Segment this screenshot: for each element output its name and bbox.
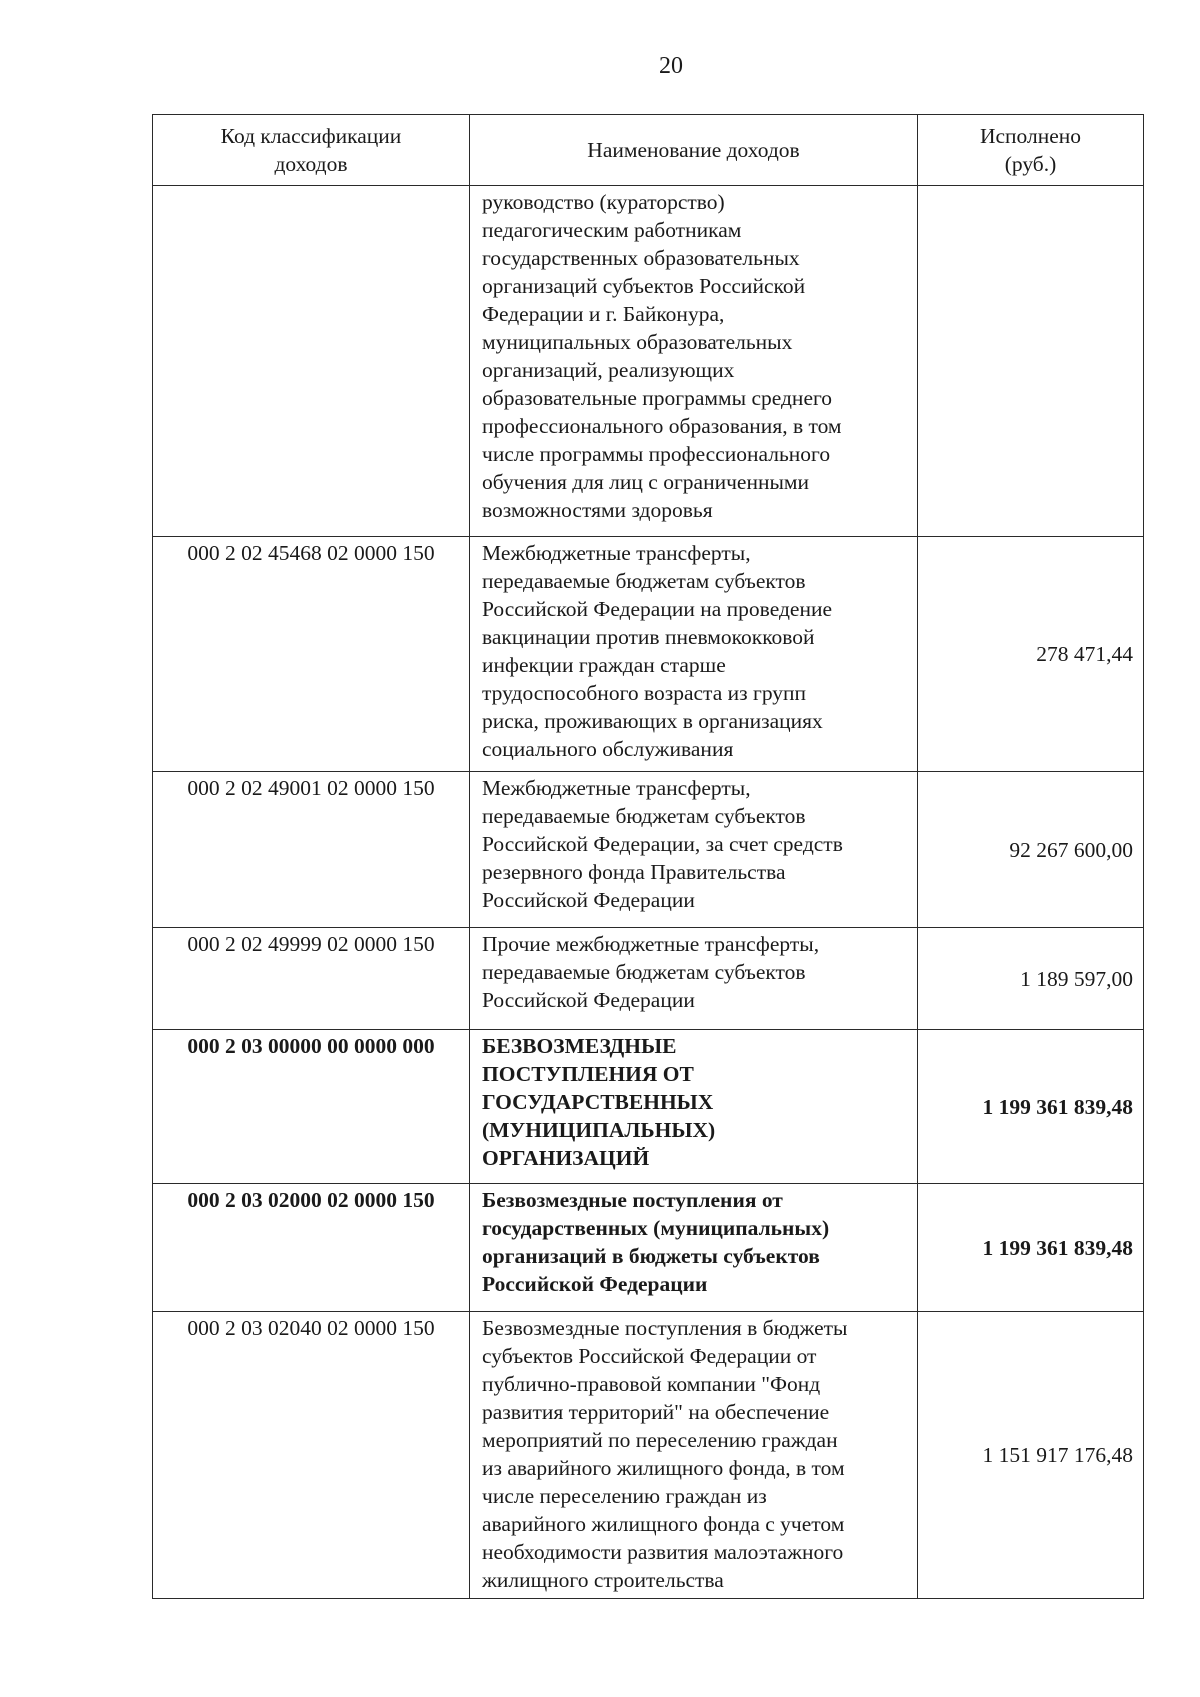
table-header-row — [153, 115, 1144, 186]
table-row — [153, 928, 1144, 1030]
header-amount: Исполнено (руб.) — [918, 115, 1144, 186]
table-row — [153, 186, 1144, 537]
header-code: Код классификации доходов — [153, 115, 470, 186]
row-amount: 278 471,44 — [918, 537, 1144, 772]
header-name: Наименование доходов — [470, 115, 918, 186]
row-name: руководство (кураторство) педагогическим работникам государственных образовательных организаций субъектов Российской Федерации и г. Байконура, муниципальных образовательных организаций, реализующих образовательные программы среднего профессионального образования, в том числе программы профессионального обучения для лиц с ограниченными возможностями здоровья — [470, 186, 918, 537]
table-row — [153, 772, 1144, 928]
row-name: Межбюджетные трансферты, передаваемые бюджетам субъектов Российской Федерации на проведение вакцинации против пневмококковой инфекции граждан старше трудоспособного возраста из групп риска, проживающих в организациях социального обслуживания — [470, 537, 918, 772]
table-row — [153, 1312, 1144, 1599]
table-row — [153, 537, 1144, 772]
row-code: 000 2 02 45468 02 0000 150 — [153, 537, 470, 772]
income-table — [152, 114, 1144, 1599]
row-name: Прочие межбюджетные трансферты, передаваемые бюджетам субъектов Российской Федерации — [470, 928, 918, 1030]
row-amount: 92 267 600,00 — [918, 772, 1144, 928]
row-amount: 1 151 917 176,48 — [918, 1312, 1144, 1599]
row-code — [153, 186, 470, 537]
table-row — [153, 1184, 1144, 1312]
row-name: Безвозмездные поступления в бюджеты субъектов Российской Федерации от публично-правовой компании "Фонд развития территорий" на обеспечение мероприятий по переселению граждан из аварийного жилищного фонда, в том числе переселению граждан из аварийного жилищного фонда с учетом необходимости развития малоэтажного жилищного строительства — [470, 1312, 918, 1599]
row-name: Безвозмездные поступления от государственных (муниципальных) организаций в бюджеты субъектов Российской Федерации — [470, 1184, 918, 1312]
row-code: 000 2 02 49999 02 0000 150 — [153, 928, 470, 1030]
row-amount: 1 199 361 839,48 — [918, 1030, 1144, 1184]
row-code: 000 2 02 49001 02 0000 150 — [153, 772, 470, 928]
row-amount: 1 199 361 839,48 — [918, 1184, 1144, 1312]
row-amount — [918, 186, 1144, 537]
table-row — [153, 1030, 1144, 1184]
row-code: 000 2 03 00000 00 0000 000 — [153, 1030, 470, 1184]
row-amount: 1 189 597,00 — [918, 928, 1144, 1030]
row-code: 000 2 03 02000 02 0000 150 — [153, 1184, 470, 1312]
row-name: Межбюджетные трансферты, передаваемые бюджетам субъектов Российской Федерации, за счет средств резервного фонда Правительства Российской Федерации — [470, 772, 918, 928]
row-name: БЕЗВОЗМЕЗДНЫЕ ПОСТУПЛЕНИЯ ОТ ГОСУДАРСТВЕННЫХ (МУНИЦИПАЛЬНЫХ) ОРГАНИЗАЦИЙ — [470, 1030, 918, 1184]
row-code: 000 2 03 02040 02 0000 150 — [153, 1312, 470, 1599]
page-number: 20 — [659, 53, 683, 79]
